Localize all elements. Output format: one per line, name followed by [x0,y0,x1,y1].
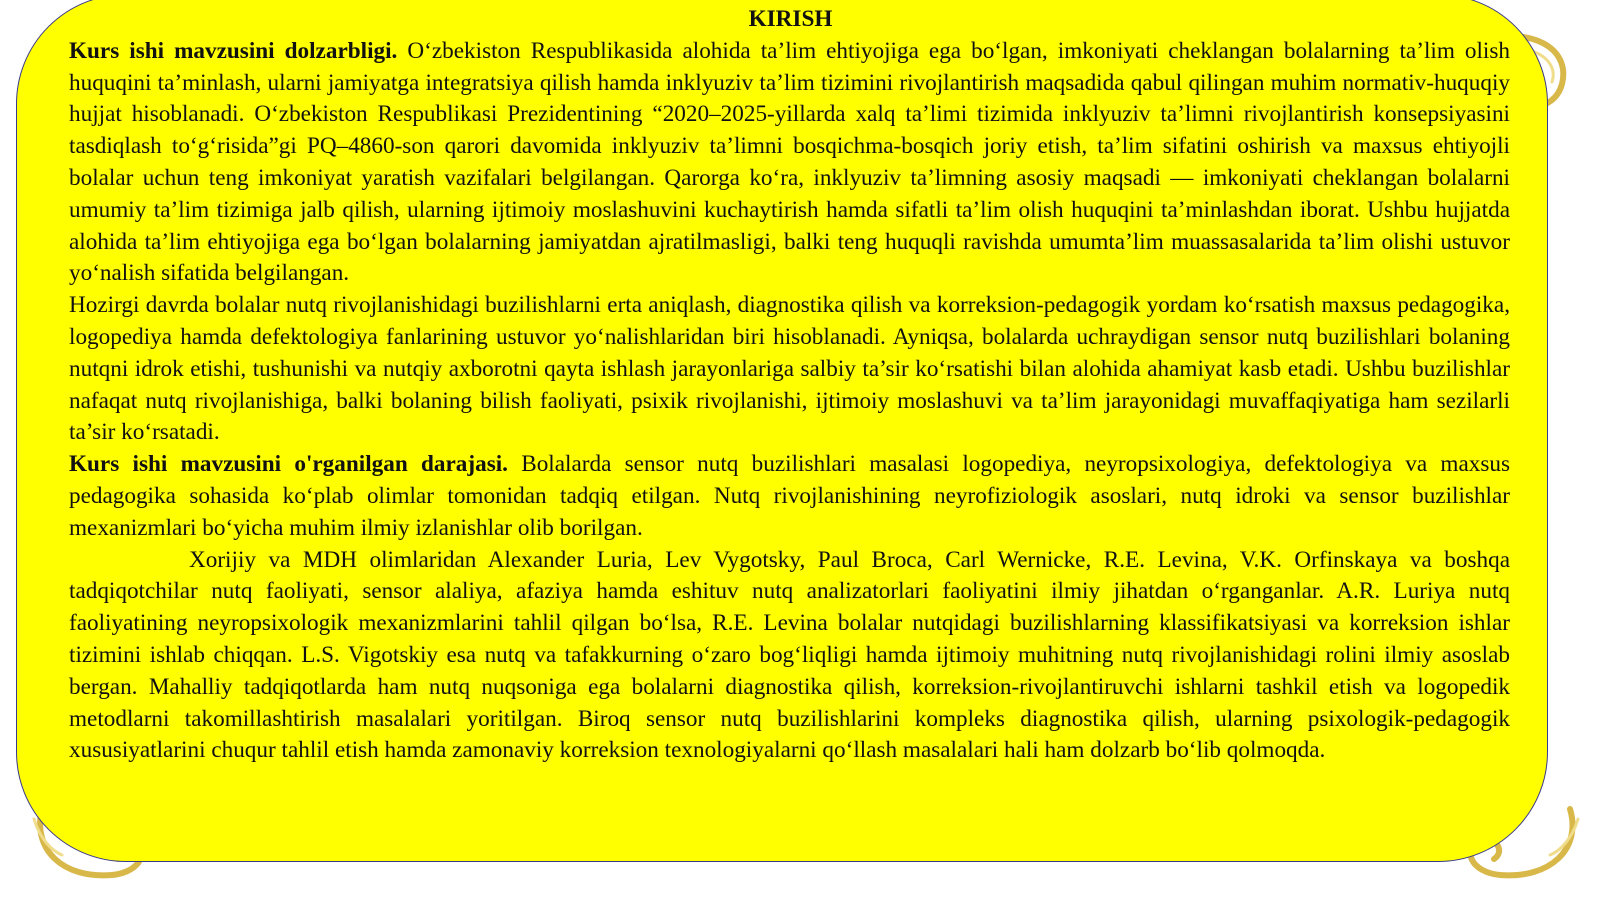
paragraph-text: Xorijiy va MDH olimlaridan Alexander Luria, Lev Vygotsky, Paul Broca, Carl Wernicke, R.E. Levina, V.K. Orfinskaya va boshqa tadqiqotchilar nutq faoliyati, sensor alaliya, afaziya hamda eshituv nutq analizatorlari faoliyatini ilmiy jihatdan o‘rganganlar. A.R. Luriya nutq faoliyatining neyropsixologik mexanizmlarini tahlil qilgan bo‘lsa, R.E. Levina bolalar nutqidagi buzilishlarning klassifikatsiyasi va korreksion ishlar tizimini ishlab chiqqan. L.S. Vigotskiy esa nutq va tafakkurning o‘zaro bog‘liqligi hamda ijtimoiy muhitning nutq rivojlanishidagi rolini ilmiy asoslab bergan. Mahalliy tadqiqotlarda ham nutq nuqsoniga ega bolalarni diagnostika qilish, korreksion-rivojlantiruvchi ishlarni tashkil etish va logopedik metodlarni takomillashtirish masalalari yoritilgan. Biroq sensor nutq buzilishlarini kompleks diagnostika qilish, ularning psixologik-pedagogik xususiyatlarini chuqur tahlil etish hamda zamonaviy korreksion texnologiyalarni qo‘llash masalalari hali ham dolzarb bo‘lib qolmoqda. [69,546,1510,764]
paragraph-speech-disorders [69,290,1510,449]
paragraph-text: Bolalarda sensor nutq buzilishlari masalasi logopediya, neyropsixologiya, defektologiya va maxsus pedagogika sohasida ko‘plab olimlar tomonidan tadqiq etilgan. Nutq rivojlanishining neyrofiziologik asoslari, nutq idroki va sensor buzilishlar mexanizmlari bo‘yicha muhim ilmiy izlanishlar olib borilgan. [69,451,1510,541]
page-title: KIRISH [748,6,833,32]
paragraph-research-level [69,449,1510,544]
paragraph-relevance [69,36,1510,290]
paragraph-text: Hozirgi davrda bolalar nutq rivojlanishidagi buzilishlarni erta aniqlash, diagnostika qilish va korreksion-pedagogik yordam ko‘rsatish maxsus pedagogika, logopediya hamda defektologiya fanlarining ustuvor yo‘nalishlaridan biri hisoblanadi. Ayniqsa, bolalarda uchraydigan sensor nutq buzilishlari bolaning nutqni idrok etishi, tushunishi va nutqiy axborotni qayta ishlash jarayonlariga salbiy ta’sir ko‘rsatishi bilan alohida ahamiyat kasb etadi. Ushbu buzilishlar nafaqat nutq rivojlanishiga, balki bolaning bilish faoliyati, psixik rivojlanishi, ijtimoiy moslashuvi va ta’lim jarayonidagi muvaffaqiyatiga ham sezilarli ta’sir ko‘rsatadi. [69,292,1510,446]
paragraph-lead: Kurs ishi mavzusini o'rganilgan darajasi. [69,451,508,478]
paragraph-scholars [69,545,1510,768]
paragraph-lead: Kurs ishi mavzusini dolzarbligi. [69,37,398,64]
document-body [69,4,1510,767]
paragraph-text: O‘zbekiston Respublikasida alohida ta’lim ehtiyojiga ega bo‘lgan, imkoniyati cheklangan bolalarning ta’lim olish huquqini ta’minlash, ularni jamiyatga integratsiya qilish hamda inklyuziv ta’lim tizimini rivojlantirish maqsadida qabul qilingan muhim normativ-huquqiy hujjat hisoblanadi. O‘zbekiston Respublikasi Prezidentining “2020–2025-yillarda xalq ta’limi tizimida inklyuziv ta’limni rivojlantirish konsepsiyasini tasdiqlash to‘g‘risida”gi PQ–4860-son qarori davomida inklyuziv ta’limni bosqichma-bosqich joriy etish, ta’lim sifatini oshirish va maxsus ehtiyojli bolalar uchun teng imkoniyat yaratish vazifalari belgilangan. Qarorga ko‘ra, inklyuziv ta’limning asosiy maqsadi — imkoniyati cheklangan bolalarni umumiy ta’lim tizimiga jalb qilish, ularning ijtimoiy moslashuvini kuchaytirish hamda sifatli ta’lim olish huquqini ta’minlashdan iborat. Ushbu hujjatda alohida ta’lim ehtiyojiga ega bo‘lgan bolalarning jamiyatdan ajratilmasligi, balki teng huquqli ravishda umumta’lim muassasalarida ta’lim olishi ustuvor yo‘nalish sifatida belgilangan. [69,37,1510,287]
